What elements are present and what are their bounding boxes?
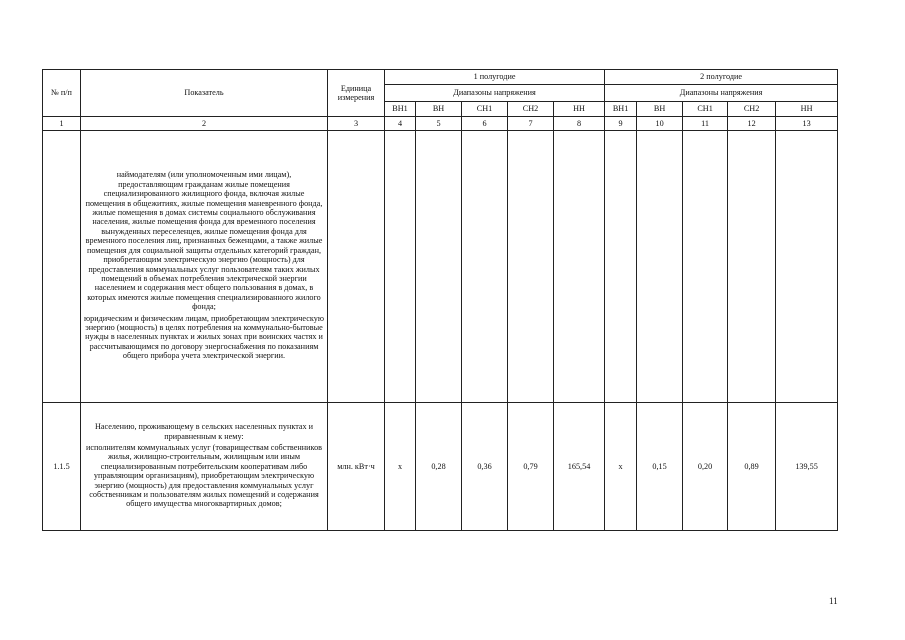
value-half2-vn1: x bbox=[605, 403, 637, 531]
column-number: 1 bbox=[43, 117, 81, 131]
empty-cell bbox=[728, 131, 776, 403]
header-half-2: 2 полугодие bbox=[605, 70, 838, 85]
column-number: 4 bbox=[385, 117, 416, 131]
empty-cell bbox=[776, 131, 838, 403]
row-115-indicator bbox=[81, 403, 328, 531]
row-cont-num bbox=[43, 131, 81, 403]
row-cont-indicator bbox=[81, 131, 328, 403]
column-number: 6 bbox=[462, 117, 508, 131]
tariff-volume-table bbox=[42, 69, 838, 531]
row-cont-text-1: наймодателям (или уполномоченным ими лицам), предоставляющим гражданам жилые помещения специализированного жилищного фонда, включая жилые помещения в общежитиях, жилые помещения маневренного фонда, жилые помещения в домах системы социального обслуживания населения, жилые помещения фонда для временного поселения вынужденных переселенцев, жилые помещения фонда для временного поселения лиц, признанных беженцами, а также жилые помещения для социальной защиты отдельных категорий граждан, приобретающим электрическую энергию (мощность) для предоставления коммунальных услуг пользователям таких жилых помещений в объемах потребления электрической энергии населением и содержания мест общего пользования в домах, в которых имеются жилые помещения специализированного жилого фонда; bbox=[85, 170, 323, 312]
column-number: 11 bbox=[683, 117, 728, 131]
column-number: 10 bbox=[637, 117, 683, 131]
row-115-text-2: исполнителям коммунальных услуг (товариществам собственников жилья, жилищно-строительным, жилищным или иным специализированным потребительским кооперативам либо управляющим организациям), приобретающим электрическую энергию (мощность) для предоставления коммунальных услуг собственникам и пользователям жилых помещений и содержания общего имущества многоквартирных домов; bbox=[85, 442, 323, 509]
header-voltage-1-nn: НН bbox=[554, 102, 605, 117]
header-voltage-ranges-1: Диапазоны напряжения bbox=[385, 85, 605, 102]
row-115-unit: млн. кВт·ч bbox=[328, 403, 385, 531]
header-indicator: Показатель bbox=[81, 70, 328, 117]
empty-cell bbox=[508, 131, 554, 403]
header-num: № п/п bbox=[43, 70, 81, 117]
value-half1-nn: 165,54 bbox=[554, 403, 605, 531]
empty-cell bbox=[416, 131, 462, 403]
value-half1-sn2: 0,79 bbox=[508, 403, 554, 531]
value-half2-vn: 0,15 bbox=[637, 403, 683, 531]
column-number: 13 bbox=[776, 117, 838, 131]
empty-cell bbox=[328, 131, 385, 403]
column-number-row bbox=[43, 117, 838, 131]
value-half1-vn1: x bbox=[385, 403, 416, 531]
header-voltage-2-sn1: СН1 bbox=[683, 102, 728, 117]
column-number: 2 bbox=[81, 117, 328, 131]
header-unit: Единица измерения bbox=[328, 70, 385, 117]
column-number: 3 bbox=[328, 117, 385, 131]
header-voltage-1-sn2: СН2 bbox=[508, 102, 554, 117]
header-voltage-2-vn1: ВН1 bbox=[605, 102, 637, 117]
empty-cell bbox=[605, 131, 637, 403]
table-row-1-1-5 bbox=[43, 403, 838, 531]
header-voltage-1-vn1: ВН1 bbox=[385, 102, 416, 117]
page-number: 11 bbox=[829, 596, 838, 606]
value-half1-sn1: 0,36 bbox=[462, 403, 508, 531]
row-115-text-1: Населению, проживающему в сельских населенных пунктах и приравненным к нему: bbox=[94, 422, 314, 441]
header-half-1: 1 полугодие bbox=[385, 70, 605, 85]
table-row-continuation bbox=[43, 131, 838, 403]
row-115-num: 1.1.5 bbox=[43, 403, 81, 531]
header-voltage-2-sn2: СН2 bbox=[728, 102, 776, 117]
empty-cell bbox=[637, 131, 683, 403]
value-half1-vn: 0,28 bbox=[416, 403, 462, 531]
column-number: 8 bbox=[554, 117, 605, 131]
value-half2-nn: 139,55 bbox=[776, 403, 838, 531]
header-voltage-2-nn: НН bbox=[776, 102, 838, 117]
empty-cell bbox=[554, 131, 605, 403]
column-number: 9 bbox=[605, 117, 637, 131]
header-voltage-1-vn: ВН bbox=[416, 102, 462, 117]
column-number: 7 bbox=[508, 117, 554, 131]
empty-cell bbox=[683, 131, 728, 403]
empty-cell bbox=[462, 131, 508, 403]
column-number: 5 bbox=[416, 117, 462, 131]
empty-cell bbox=[385, 131, 416, 403]
header-voltage-1-sn1: СН1 bbox=[462, 102, 508, 117]
header-voltage-ranges-2: Диапазоны напряжения bbox=[605, 85, 838, 102]
column-number: 12 bbox=[728, 117, 776, 131]
row-cont-text-2: юридическим и физическим лицам, приобретающим электрическую энергию (мощность) в целях потребления на коммунально-бытовые нужды в населенных пунктах и жилых зонах при воинских частях и рассчитывающимся по договору энергоснабжения по показаниям общего прибора учета электрической энергии. bbox=[84, 313, 324, 361]
header-voltage-2-vn: ВН bbox=[637, 102, 683, 117]
value-half2-sn2: 0,89 bbox=[728, 403, 776, 531]
value-half2-sn1: 0,20 bbox=[683, 403, 728, 531]
